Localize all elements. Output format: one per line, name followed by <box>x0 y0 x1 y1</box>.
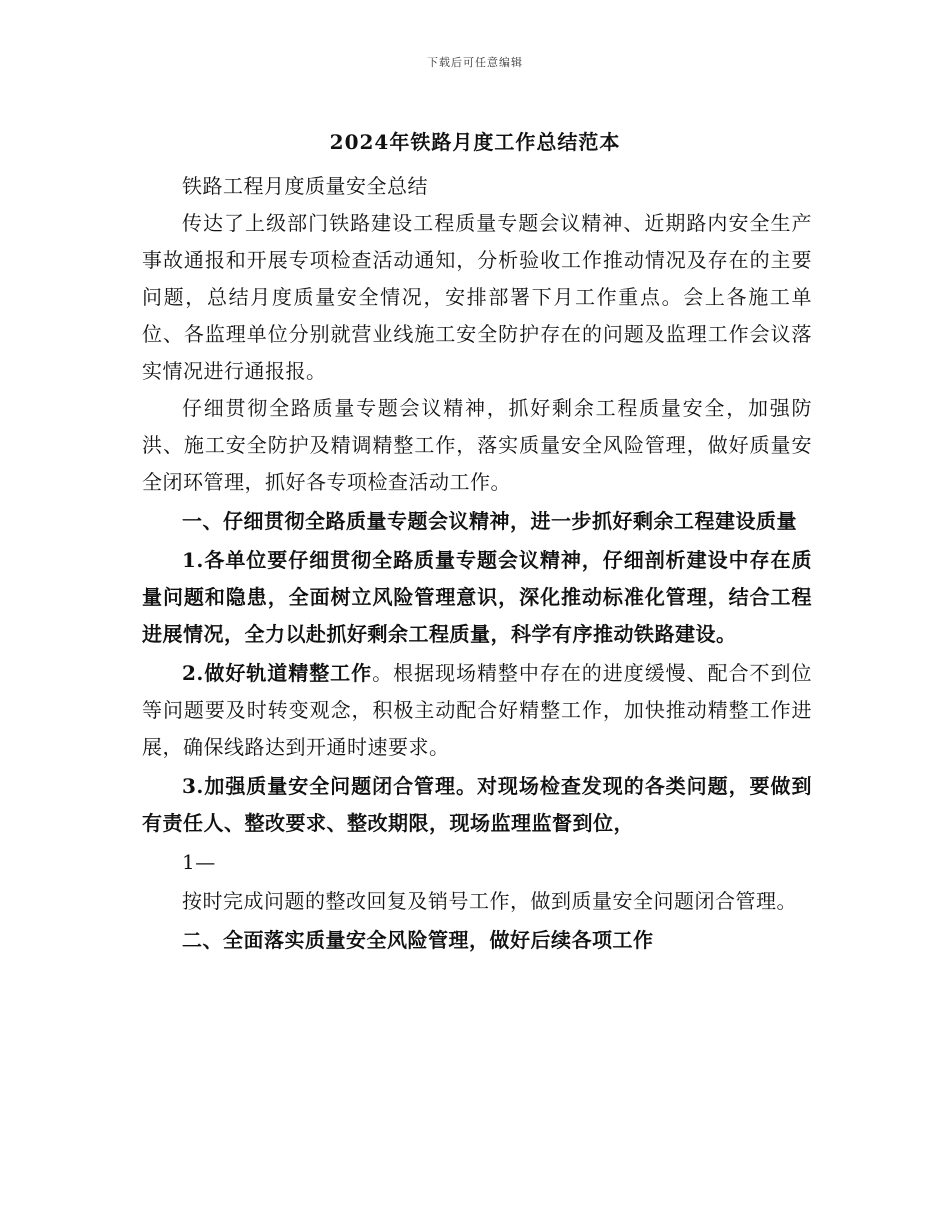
list-item-3-continued: 按时完成问题的整改回复及销号工作，做到质量安全问题闭合管理。 <box>182 889 797 913</box>
summary-paragraph: 仔细贯彻全路质量专题会议精神，抓好剩余工程质量安全，加强防洪、施工安全防护及精调精整工作，落实质量安全风险管理，做好质量安全闭环管理，抓好各专项检查活动工作。 <box>142 396 812 494</box>
list-item-3: 3.加强质量安全问题闭合管理。对现场检查发现的各类问题，要做到有责任人、整改要求、整改期限，现场监理监督到位， <box>142 774 812 835</box>
intro-paragraph: 传达了上级部门铁路建设工程质量专题会议精神、近期路内安全生产事故通报和开展专项检查活动通知，分析验收工作推动情况及存在的主要问题，总结月度质量安全情况，安排部署下月工作重点。会上各施工单位、各监理单位分别就营业线施工安全防护存在的问题及监理工作会议落实情况进行通报报。 <box>142 211 812 383</box>
list-item-1: 1.各单位要仔细贯彻全路质量专题会议精神，仔细剖析建设中存在质量问题和隐患，全面树立风险管理意识，深化推动标准化管理，结合工程进展情况，全力以赴抓好剩余工程质量，科学有序推动铁路建设。 <box>142 548 812 646</box>
list-item-2-text: 。根据现场精整中存在的进度缓慢、配合不到位等问题要及时转变观念，积极主动配合好精整工作，加快推动精整工作进展，确保线路达到开通时速要求。 <box>142 661 812 759</box>
subtitle-paragraph: 铁路工程月度质量安全总结 <box>182 174 428 198</box>
list-item-2-lead: 2.做好轨道精整工作 <box>182 661 373 685</box>
page-number-mark: 1— <box>182 850 216 874</box>
document-body <box>142 168 812 959</box>
section-heading-2: 二、全面落实质量安全风险管理，做好后续各项工作 <box>182 928 654 952</box>
list-item-2 <box>142 655 812 766</box>
section-heading-1: 一、仔细贯彻全路质量专题会议精神，进一步抓好剩余工程建设质量 <box>182 509 797 533</box>
header-note: 下载后可任意编辑 <box>427 56 523 69</box>
document-title: 2024年铁路月度工作总结范本 <box>329 130 621 154</box>
